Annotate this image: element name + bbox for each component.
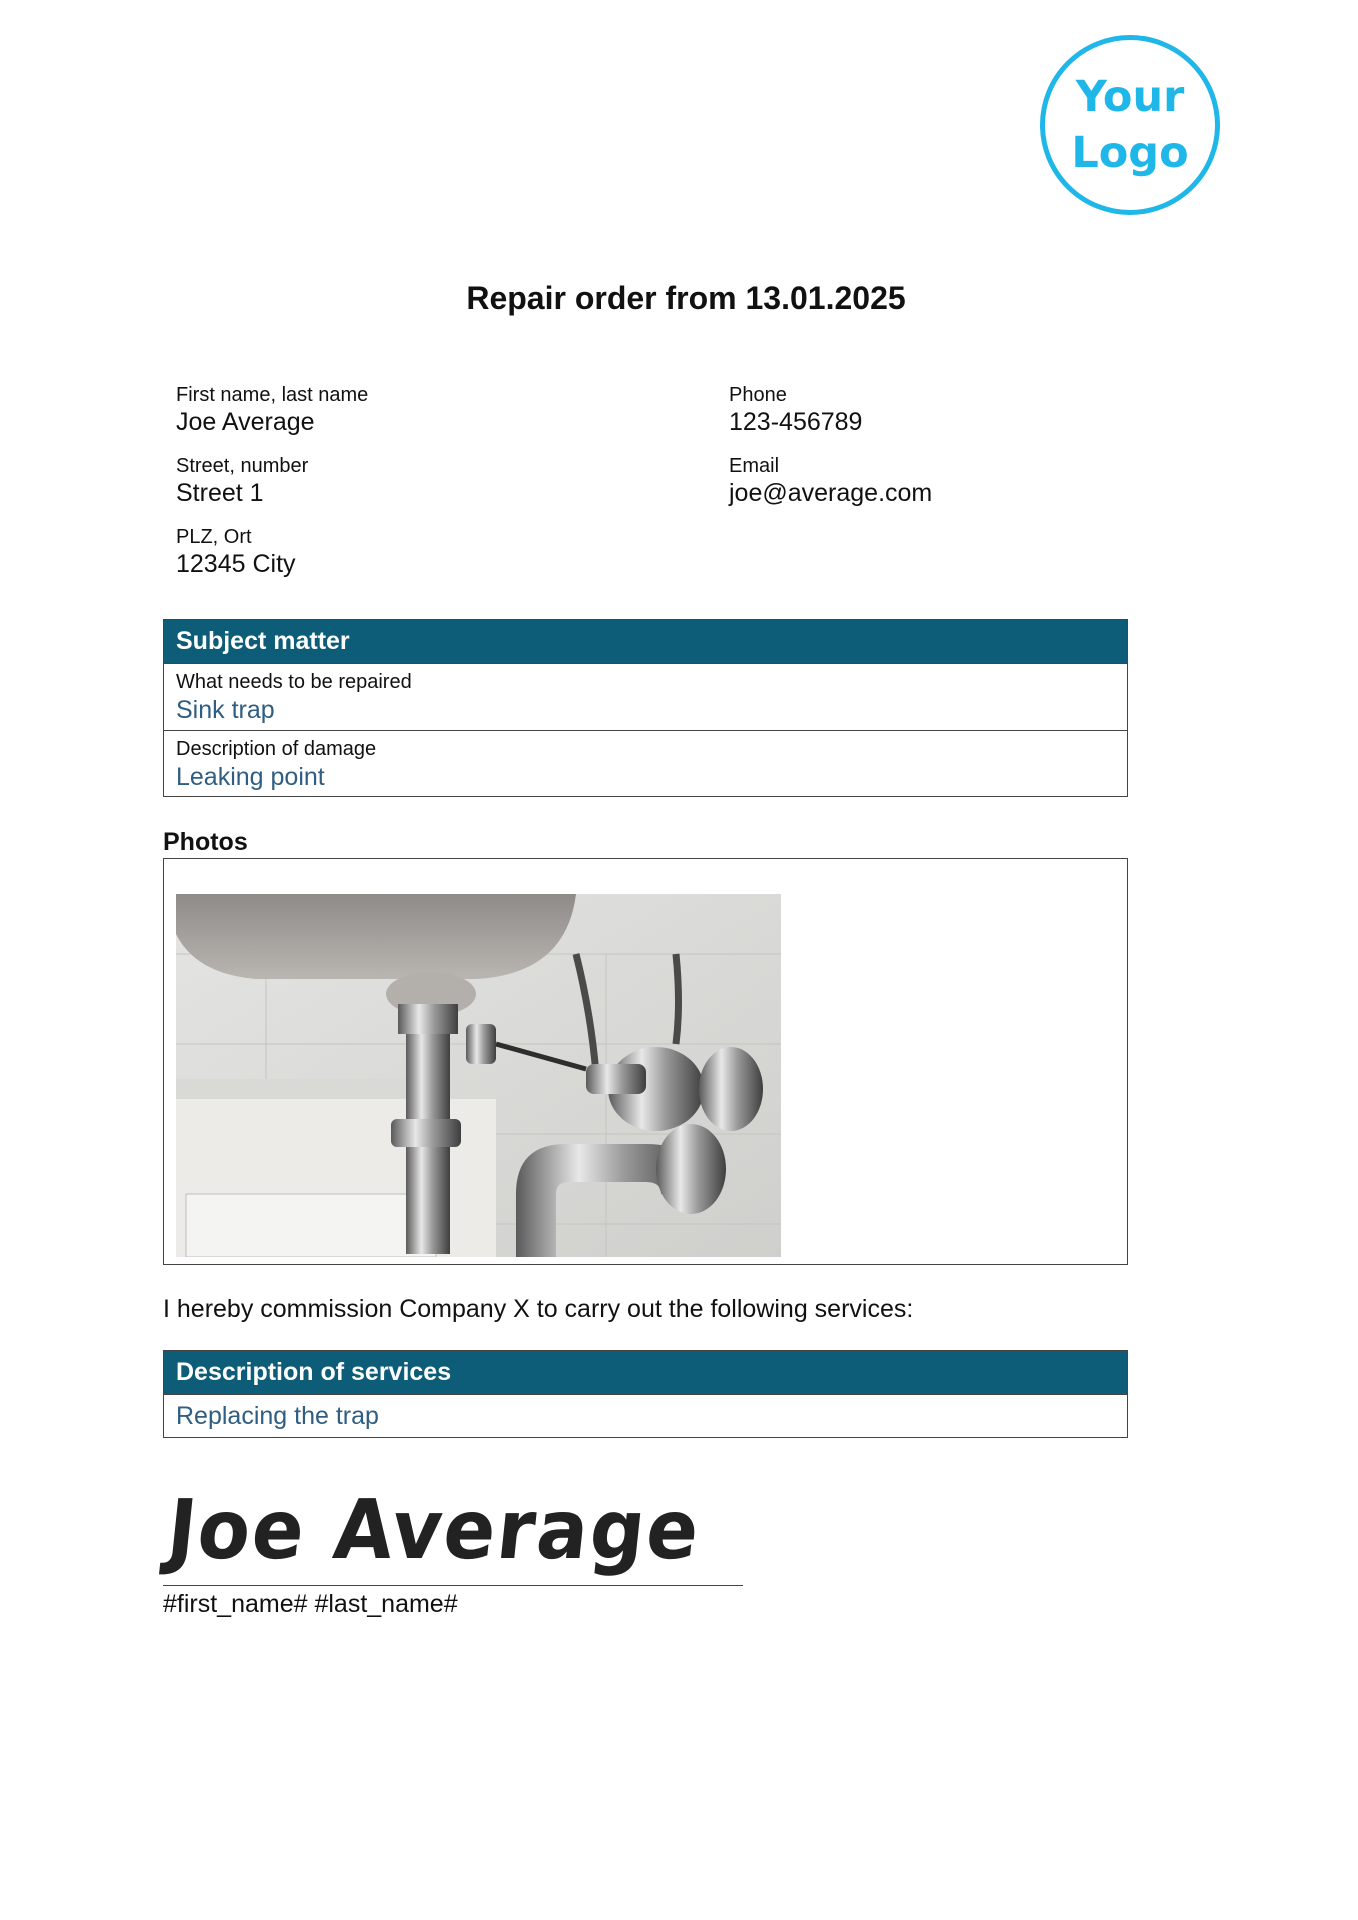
sink-trap-photo (176, 894, 781, 1257)
field-email-label: Email (729, 455, 780, 477)
signature-line (163, 1585, 743, 1586)
services-value: Replacing the trap (176, 1402, 379, 1430)
repair-value: Sink trap (176, 696, 275, 724)
field-city-label: PLZ, Ort (176, 526, 252, 548)
services-table (163, 1350, 1128, 1438)
damage-value: Leaking point (176, 763, 325, 791)
photos-box (163, 858, 1128, 1265)
signature-name-placeholder: #first_name# #last_name# (163, 1590, 458, 1618)
logo-line-2: Logo (1071, 128, 1189, 178)
services-heading: Description of services (164, 1351, 1127, 1395)
logo-line-1: Your (1075, 72, 1185, 122)
field-phone (729, 383, 862, 437)
photos-heading: Photos (163, 828, 248, 856)
field-street-label: Street, number (176, 455, 309, 477)
field-email (729, 454, 932, 508)
repair-row (164, 664, 1127, 730)
field-name (176, 383, 368, 437)
damage-label: Description of damage (176, 738, 377, 760)
handwritten-signature: Joe Average (162, 1481, 706, 1578)
field-phone-label: Phone (729, 384, 787, 406)
field-name-value: Joe Average (176, 408, 315, 436)
field-street (176, 454, 308, 508)
subject-matter-table (163, 619, 1128, 797)
field-city-value: 12345 City (176, 550, 296, 578)
field-phone-value: 123-456789 (729, 408, 863, 436)
document-title: Repair order from 13.01.2025 (466, 280, 906, 316)
company-logo (1040, 35, 1220, 215)
field-city (176, 525, 296, 579)
damage-row (164, 730, 1127, 796)
subject-matter-heading: Subject matter (164, 620, 1127, 664)
field-email-value: joe@average.com (729, 479, 933, 507)
field-name-label: First name, last name (176, 384, 369, 406)
field-street-value: Street 1 (176, 479, 264, 507)
commission-text: I hereby commission Company X to carry out the following services: (163, 1295, 914, 1323)
repair-label: What needs to be repaired (176, 671, 412, 693)
